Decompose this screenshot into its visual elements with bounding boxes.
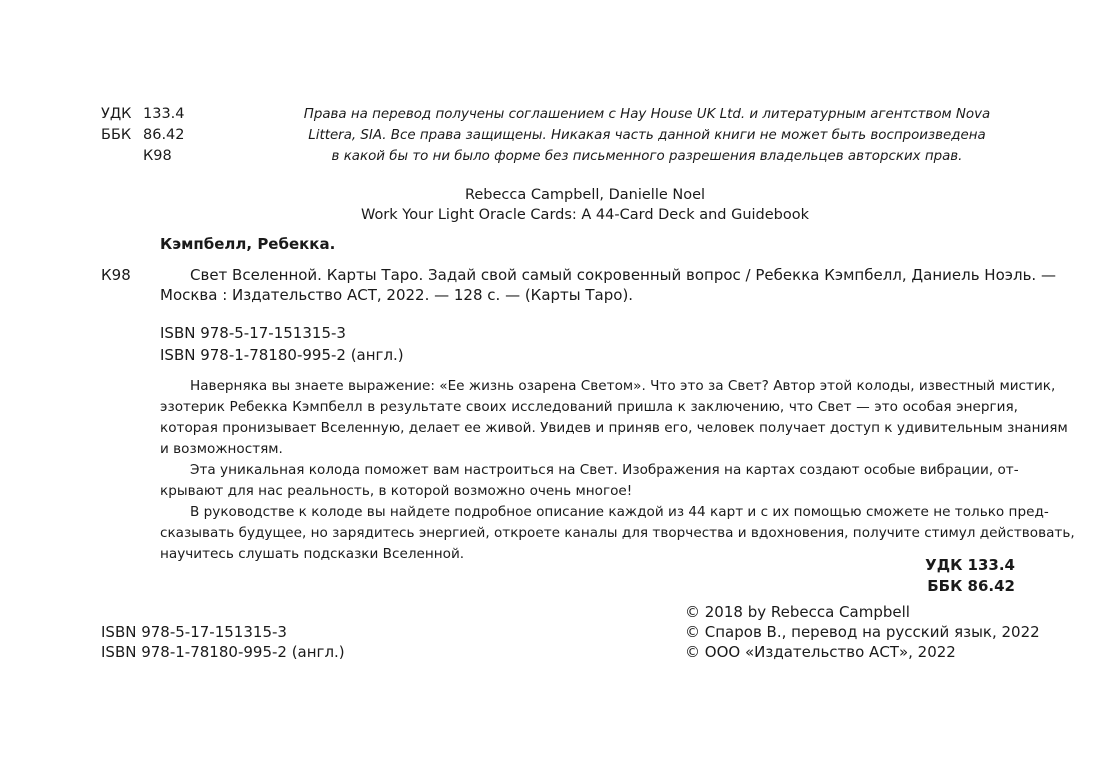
bbk-value: 86.42 <box>143 127 185 143</box>
description-line: Москва : Издательство АСТ, 2022. — 128 с. — (Карты Таро). <box>160 286 634 304</box>
copyright-line: © Спаров В., перевод на русский язык, 2022 <box>685 623 1040 641</box>
original-edition <box>283 185 887 225</box>
copyright-line: © 2018 by Rebecca Campbell <box>685 603 910 621</box>
isbn-line: ISBN 978-5-17-151315-3 <box>101 623 287 641</box>
rights-line: Права на перевод получены соглашением с Hay House UK Ltd. и литературным агентством Nova <box>303 107 991 122</box>
bibliographic-description <box>160 265 1056 305</box>
classification-block <box>101 104 203 167</box>
annotation-line: Наверняка вы знаете выражение: «Ее жизнь озарена Светом». Что это за Свет? Автор этой колоды, известный мистик, <box>190 378 1056 394</box>
original-title: Work Your Light Oracle Cards: A 44-Card Deck and Guidebook <box>360 207 810 223</box>
udk-row <box>101 104 203 125</box>
bottom-udk: УДК 133.4 <box>925 556 1015 574</box>
rights-notice <box>283 104 1011 167</box>
cutter-value: К98 <box>143 148 172 164</box>
author-heading: Кэмпбелл, Ребекка. <box>160 235 336 253</box>
annotation-line: сказывать будущее, но зарядитесь энергией, откроете каналы для творчества и вдохновения, получите стимул действовать, <box>160 525 1075 541</box>
rights-line: в какой бы то ни было форме без письменного разрешения владельцев авторских прав. <box>331 149 963 164</box>
cutter-row <box>101 146 203 167</box>
copyright-block <box>685 602 1040 662</box>
bottom-isbn-list <box>101 622 345 662</box>
description-line: Свет Вселенной. Карты Таро. Задай свой самый сокровенный вопрос / Ребекка Кэмпбелл, Даниель Ноэль. — <box>190 266 1056 284</box>
bbk-row <box>101 125 203 146</box>
isbn-line: ISBN 978-5-17-151315-3 <box>160 324 346 342</box>
annotation-line: и возможностям. <box>160 441 283 457</box>
bottom-classification <box>925 555 1015 597</box>
isbn-list <box>160 322 404 366</box>
udk-value: 133.4 <box>143 106 185 122</box>
udk-label: УДК <box>101 106 132 122</box>
isbn-line: ISBN 978-1-78180-995-2 (англ.) <box>101 643 345 661</box>
copyright-line: © ООО «Издательство АСТ», 2022 <box>685 643 956 661</box>
annotation-line: крывают для нас реальность, в которой возможно очень многое! <box>160 483 633 499</box>
original-authors: Rebecca Campbell, Danielle Noel <box>464 187 706 203</box>
annotation-line: В руководстве к колоде вы найдете подробное описание каждой из 44 карт и с их помощью сможете не только пред- <box>190 504 1049 520</box>
rights-line: Littera, SIA. Все права защищены. Никакая часть данной книги не может быть воспроизведена <box>308 128 986 143</box>
annotation-line: которая пронизывает Вселенную, делает ее живой. Увидев и приняв его, человек получает доступ к удивительным знаниям <box>160 420 1068 436</box>
bbk-label: ББК <box>101 127 132 143</box>
annotation <box>160 376 1075 565</box>
isbn-line: ISBN 978-1-78180-995-2 (англ.) <box>160 346 404 364</box>
annotation-line: научитесь слушать подсказки Вселенной. <box>160 546 465 562</box>
bottom-bbk: ББК 86.42 <box>927 577 1015 595</box>
cutter-mark: К98 <box>101 266 131 284</box>
annotation-line: эзотерик Ребекка Кэмпбелл в результате своих исследований пришла к заключению, что Свет — это особая энергия, <box>160 399 1018 415</box>
annotation-line: Эта уникальная колода поможет вам настроиться на Свет. Изображения на картах создают особые вибрации, от- <box>190 462 1019 478</box>
